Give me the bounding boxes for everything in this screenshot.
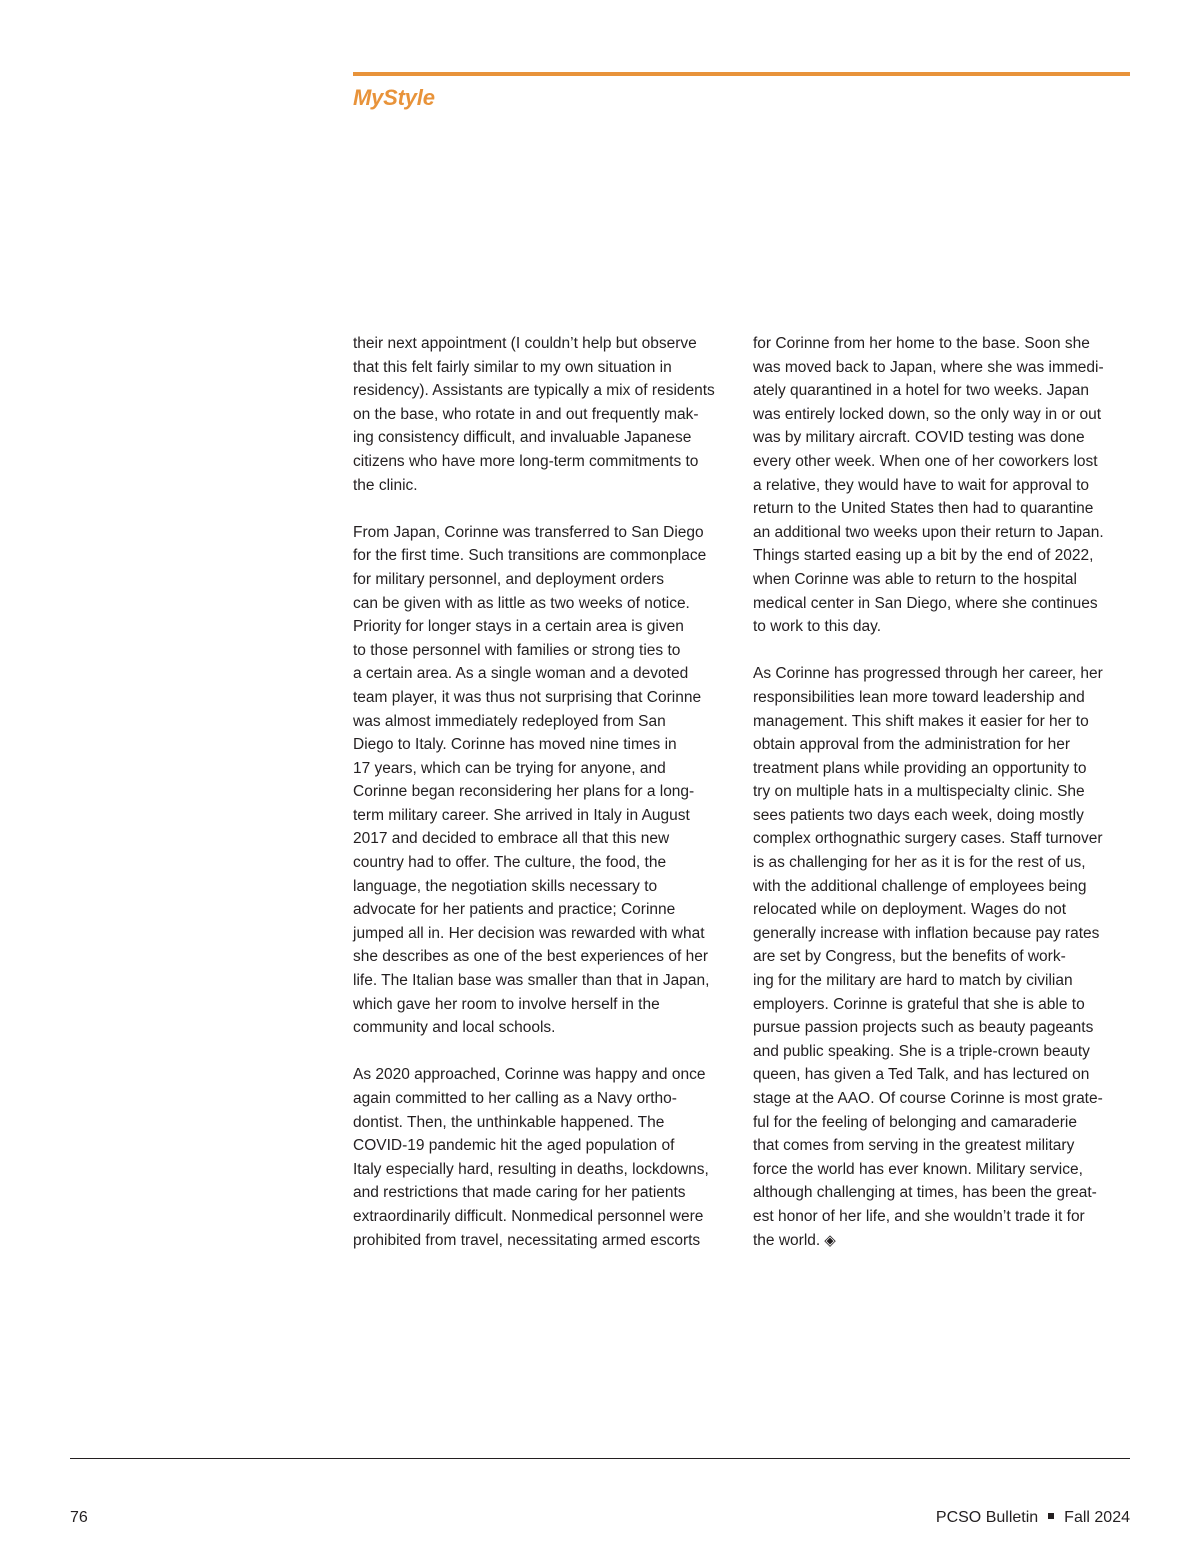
text-line-content: return to the United States then had to quarantine <box>753 500 1094 518</box>
text-line <box>753 686 1131 710</box>
text-line-content: dontist. Then, the unthinkable happened. The <box>353 1113 665 1131</box>
text-line <box>353 379 731 403</box>
text-line <box>753 945 1131 969</box>
text-line <box>353 474 731 498</box>
text-line <box>753 780 1131 804</box>
text-line-content: Things started easing up a bit by the end of 2022, <box>753 547 1094 565</box>
article-column-left <box>353 332 731 1252</box>
text-line <box>353 1016 731 1040</box>
text-line-content: 17 years, which can be trying for anyone, and <box>353 759 666 777</box>
text-line-content: ately quarantined in a hotel for two weeks. Japan <box>753 382 1090 400</box>
text-line <box>353 568 731 592</box>
text-line-content: advocate for her patients and practice; Corinne <box>353 901 676 919</box>
text-line-content: treatment plans while providing an opportunity to <box>753 759 1087 777</box>
text-line-content: relocated while on deployment. Wages do not <box>753 901 1067 919</box>
text-line-content: is as challenging for her as it is for the rest of us, <box>753 854 1086 872</box>
paragraph <box>353 332 731 497</box>
text-line-content: when Corinne was able to return to the hospital <box>753 570 1077 588</box>
text-line-content: the world. <box>753 1231 821 1249</box>
text-line-content: queen, has given a Ted Talk, and has lectured on <box>753 1066 1090 1084</box>
text-line <box>753 379 1131 403</box>
text-line <box>753 450 1131 474</box>
section-title: MyStyle <box>353 85 435 110</box>
text-line-content: their next appointment (I couldn’t help but observe <box>353 335 697 352</box>
text-line <box>353 521 731 545</box>
text-line <box>753 1063 1131 1087</box>
text-line <box>353 544 731 568</box>
text-line <box>753 993 1131 1017</box>
text-line-content: try on multiple hats in a multispecialty clinic. She <box>753 783 1085 801</box>
text-line-content: ing consistency difficult, and invaluable Japanese <box>353 429 692 447</box>
text-line <box>353 733 731 757</box>
text-line-content: was almost immediately redeployed from San <box>353 712 666 730</box>
text-line-content: that comes from serving in the greatest military <box>753 1137 1075 1155</box>
text-line <box>753 356 1131 380</box>
text-line <box>753 474 1131 498</box>
paragraph-gap <box>353 1040 731 1064</box>
text-line <box>353 356 731 380</box>
paragraph-gap <box>353 497 731 521</box>
end-of-article-icon: ◈ <box>824 1231 836 1249</box>
text-line <box>753 592 1131 616</box>
text-line-content: obtain approval from the administration for her <box>753 736 1071 754</box>
text-line <box>353 662 731 686</box>
text-line <box>753 497 1131 521</box>
footer-separator <box>1048 1513 1054 1519</box>
text-line-content: As Corinne has progressed through her career, her <box>753 665 1103 683</box>
text-line-content: for military personnel, and deployment orders <box>353 570 665 588</box>
paragraph <box>753 662 1131 1252</box>
page-number: 76 <box>70 1509 88 1526</box>
text-line <box>753 922 1131 946</box>
text-line-content: generally increase with inflation because pay rates <box>753 924 1100 942</box>
text-line <box>353 615 731 639</box>
text-line <box>753 757 1131 781</box>
text-line <box>353 875 731 899</box>
paragraph-gap <box>753 639 1131 663</box>
text-line <box>353 945 731 969</box>
text-line-content: complex orthognathic surgery cases. Staff turnover <box>753 830 1103 848</box>
text-line <box>753 804 1131 828</box>
text-line <box>353 922 731 946</box>
text-line-content: are set by Congress, but the benefits of work- <box>753 948 1066 966</box>
text-line-content: Italy especially hard, resulting in deaths, lockdowns, <box>353 1160 709 1178</box>
text-line-content: employers. Corinne is grateful that she is able to <box>753 995 1085 1013</box>
text-line-content: ing for the military are hard to match by civilian <box>753 972 1073 990</box>
text-line-content: extraordinarily difficult. Nonmedical personnel were <box>353 1207 704 1225</box>
text-line-content: responsibilities lean more toward leadership and <box>753 688 1085 706</box>
text-line <box>353 592 731 616</box>
text-line <box>753 1181 1131 1205</box>
text-line <box>353 1205 731 1229</box>
text-line-content: that this felt fairly similar to my own situation in <box>353 358 672 376</box>
paragraph <box>353 1063 731 1252</box>
text-line <box>353 827 731 851</box>
text-line-content: to those personnel with families or strong ties to <box>353 641 681 659</box>
text-line-content: sees patients two days each week, doing mostly <box>753 806 1084 824</box>
text-line-content: prohibited from travel, necessitating armed escorts <box>353 1231 701 1249</box>
issue-label: Fall 2024 <box>1064 1509 1130 1526</box>
text-line-content: life. The Italian base was smaller than that in Japan, <box>353 972 710 990</box>
paragraph <box>353 521 731 1040</box>
text-line-content: a relative, they would have to wait for approval to <box>753 476 1090 494</box>
text-line-content: every other week. When one of her coworkers lost <box>753 452 1098 470</box>
text-line-content: term military career. She arrived in Italy in August <box>353 806 690 824</box>
text-line <box>353 993 731 1017</box>
text-line-content: country had to offer. The culture, the food, the <box>353 854 667 872</box>
text-line-content: and public speaking. She is a triple-crown beauty <box>753 1042 1090 1060</box>
text-line <box>753 875 1131 899</box>
text-line-content: was entirely locked down, so the only way in or out <box>753 405 1102 423</box>
text-line <box>353 1111 731 1135</box>
text-line <box>353 1229 731 1253</box>
text-line-content: for Corinne from her home to the base. Soon she <box>753 335 1090 352</box>
text-line <box>753 426 1131 450</box>
text-line-content: jumped all in. Her decision was rewarded with what <box>353 924 705 942</box>
text-line <box>753 1158 1131 1182</box>
text-line <box>353 898 731 922</box>
text-line-content: ful for the feeling of belonging and camaraderie <box>753 1113 1077 1131</box>
text-line-content: Priority for longer stays in a certain area is given <box>353 618 684 636</box>
text-line-content: an additional two weeks upon their return to Japan. <box>753 523 1104 541</box>
text-line-content: language, the negotiation skills necessary to <box>353 877 658 895</box>
text-line <box>753 827 1131 851</box>
text-line <box>753 332 1131 356</box>
text-line-content: for the first time. Such transitions are commonplace <box>353 547 707 565</box>
text-line-content: From Japan, Corinne was transferred to San Diego <box>353 523 704 541</box>
text-line <box>353 403 731 427</box>
text-line <box>353 804 731 828</box>
text-line-content: community and local schools. <box>353 1019 556 1037</box>
text-line-content: 2017 and decided to embrace all that this new <box>353 830 670 848</box>
text-line-content: As 2020 approached, Corinne was happy and once <box>353 1066 706 1084</box>
text-line <box>353 686 731 710</box>
text-line <box>753 1087 1131 1111</box>
text-line-content: est honor of her life, and she wouldn’t trade it for <box>753 1207 1085 1225</box>
text-line <box>353 639 731 663</box>
paragraph <box>753 332 1131 639</box>
text-line-content: with the additional challenge of employees being <box>753 877 1087 895</box>
text-line <box>753 1016 1131 1040</box>
text-line-content: Corinne began reconsidering her plans for a long- <box>353 783 695 801</box>
text-line-content: was by military aircraft. COVID testing was done <box>753 429 1085 447</box>
text-line-content: pursue passion projects such as beauty pageants <box>753 1019 1094 1037</box>
text-line-content: although challenging at times, has been the great- <box>753 1184 1097 1202</box>
text-line-content: again committed to her calling as a Navy ortho- <box>353 1090 677 1107</box>
text-line <box>753 733 1131 757</box>
text-line-content: force the world has ever known. Military service, <box>753 1160 1083 1178</box>
text-line-content: on the base, who rotate in and out frequently mak- <box>353 405 699 423</box>
text-line <box>353 851 731 875</box>
text-line-content: was moved back to Japan, where she was immedi- <box>753 358 1104 376</box>
text-line-content: residency). Assistants are typically a mix of residents <box>353 382 715 400</box>
text-line <box>353 1087 731 1111</box>
text-line <box>753 851 1131 875</box>
text-line <box>753 1040 1131 1064</box>
text-line <box>753 568 1131 592</box>
text-line <box>353 332 731 356</box>
text-line-content: Diego to Italy. Corinne has moved nine times in <box>353 736 677 754</box>
text-line <box>353 710 731 734</box>
text-line-content: citizens who have more long-term commitments to <box>353 452 699 470</box>
text-line-content: a certain area. As a single woman and a devoted <box>353 665 689 683</box>
text-line <box>353 757 731 781</box>
text-line <box>753 615 1131 639</box>
text-line-content: can be given with as little as two weeks of notice. <box>353 594 690 612</box>
text-line <box>753 1205 1131 1229</box>
text-line <box>753 1134 1131 1158</box>
text-line <box>353 1134 731 1158</box>
text-line <box>753 662 1131 686</box>
article-column-right <box>753 332 1131 1252</box>
text-line <box>753 1229 1131 1253</box>
footer-publication <box>936 1509 1130 1527</box>
text-line-content: to work to this day. <box>753 618 882 636</box>
text-line <box>753 521 1131 545</box>
text-line <box>353 450 731 474</box>
text-line-content: stage at the AAO. Of course Corinne is most grate- <box>753 1090 1103 1107</box>
text-line <box>753 969 1131 993</box>
text-line-content: COVID-19 pandemic hit the aged population of <box>353 1137 675 1155</box>
text-line <box>753 1111 1131 1135</box>
text-line-content: she describes as one of the best experiences of her <box>353 948 708 966</box>
text-line <box>353 1158 731 1182</box>
text-line <box>753 403 1131 427</box>
text-line-content: team player, it was thus not surprising that Corinne <box>353 688 702 706</box>
text-line <box>753 710 1131 734</box>
text-line <box>753 898 1131 922</box>
text-line <box>353 1181 731 1205</box>
text-line-content: the clinic. <box>353 476 418 494</box>
text-line-content: medical center in San Diego, where she continues <box>753 594 1098 612</box>
text-line-content: which gave her room to involve herself in the <box>353 995 660 1013</box>
text-line-content: management. This shift makes it easier for her to <box>753 712 1089 730</box>
publication-name: PCSO Bulletin <box>935 1509 1039 1526</box>
text-line <box>353 426 731 450</box>
footer-rule <box>70 1458 1130 1459</box>
text-line <box>353 969 731 993</box>
text-line <box>353 780 731 804</box>
text-line <box>753 544 1131 568</box>
text-line-content: and restrictions that made caring for her patients <box>353 1184 686 1202</box>
text-line <box>353 1063 731 1087</box>
header-rule <box>353 72 1130 76</box>
